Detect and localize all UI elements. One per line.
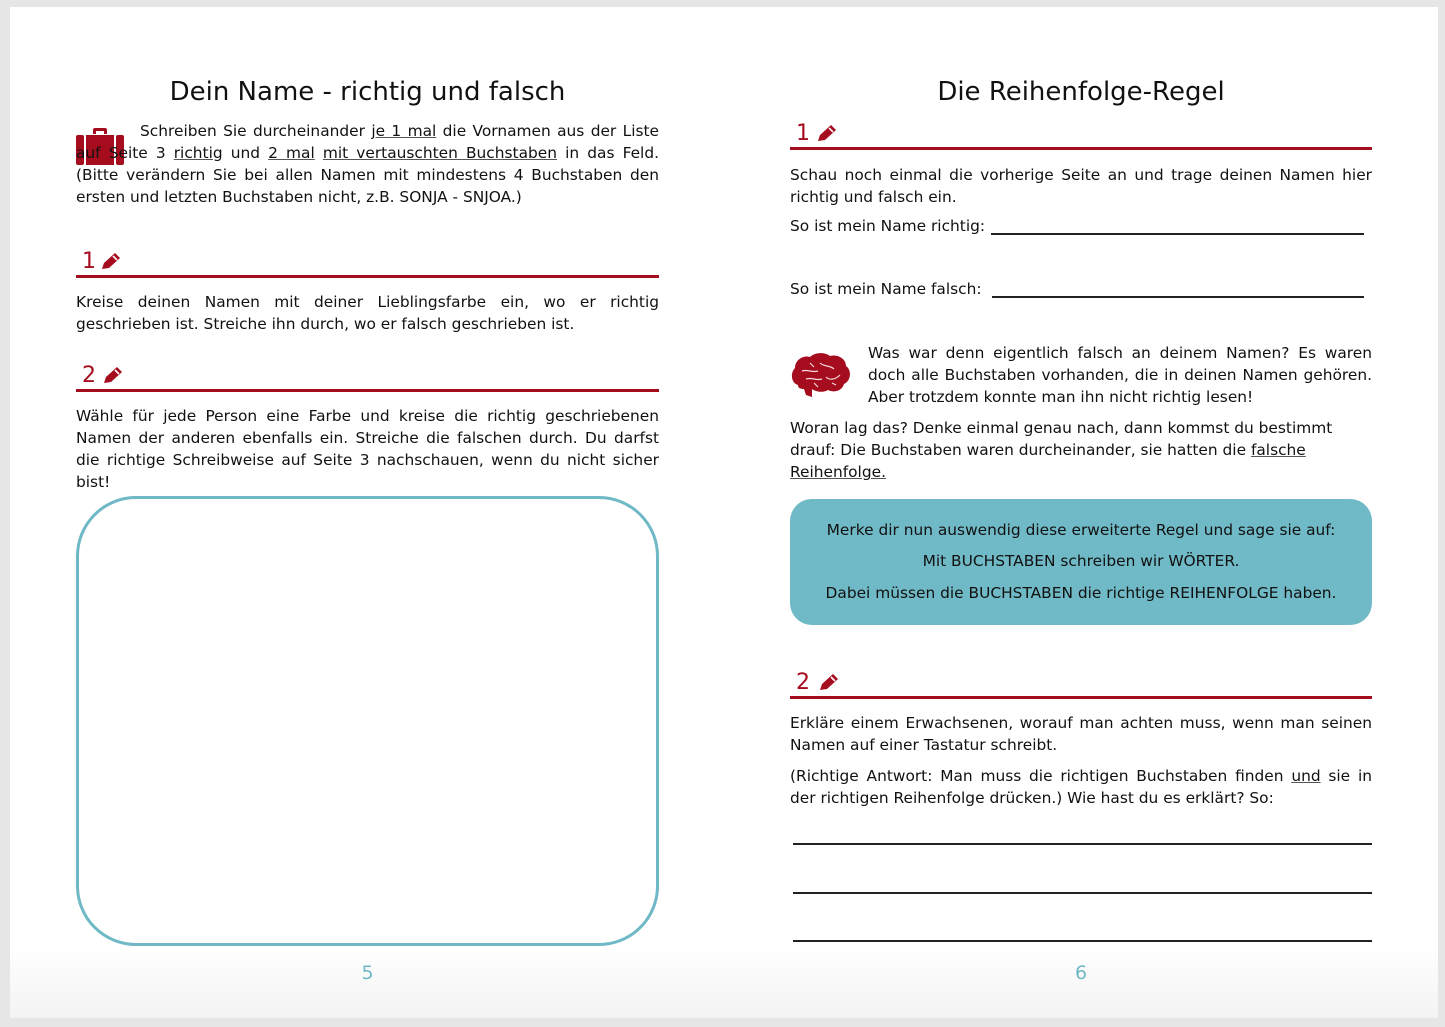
section-number: 1 bbox=[796, 121, 810, 146]
section-1-header bbox=[790, 115, 1372, 150]
page-title: Die Reihenfolge-Regel bbox=[937, 77, 1225, 107]
answer-line-3[interactable] bbox=[793, 940, 1372, 942]
teacher-instruction bbox=[76, 120, 659, 208]
instruction-text: Schreiben Sie durcheinander je 1 mal die Vornamen aus der Liste auf Seite 3 richtig und 2 mal mit vertauschten Buchstaben in das Feld. (Bitte verändern Sie bei allen Namen mit mindestens 4 Buchstaben den ersten und letzten Buchstaben nicht, z.B. SONJA - SNJOA.) bbox=[76, 122, 659, 206]
fill-label: So ist mein Name falsch: bbox=[790, 280, 982, 298]
section-2-header bbox=[76, 357, 659, 392]
section-number: 2 bbox=[796, 670, 810, 695]
followup-text: Woran lag das? Denke einmal genau nach, dann kommst du bestimmt drauf: Die Buchstaben waren durcheinander, sie hatten die falsche Reihenfolge. bbox=[790, 419, 1333, 481]
section-number: 2 bbox=[82, 363, 96, 388]
drawing-field[interactable] bbox=[76, 496, 659, 946]
document-spread bbox=[10, 7, 1438, 1018]
answer-hint: (Richtige Antwort: Man muss die richtigen Buchstaben finden und sie in der richtigen Reihenfolge drücken.) Wie hast du es erklärt? So: bbox=[790, 767, 1372, 807]
pencil-icon bbox=[102, 365, 124, 385]
rule-line-3: Dabei müssen die BUCHSTABEN die richtige REIHENFOLGE haben. bbox=[825, 583, 1337, 602]
brain-icon bbox=[790, 351, 852, 401]
pencil-icon bbox=[100, 251, 122, 271]
section-1-text: Kreise deinen Namen mit deiner Lieblingsfarbe ein, wo er richtig geschrieben ist. Streiche ihn durch, wo er falsch geschrieben ist. bbox=[76, 293, 659, 333]
page-number: 5 bbox=[361, 962, 374, 984]
rule-box bbox=[790, 499, 1372, 625]
fill-name-correct bbox=[790, 217, 1368, 235]
name-correct-input-line[interactable] bbox=[991, 217, 1364, 235]
answer-line-2[interactable] bbox=[793, 892, 1372, 894]
section-1-text: Schau noch einmal die vorherige Seite an und trage deinen Namen hier richtig und falsch ein. bbox=[790, 166, 1372, 206]
section-number: 1 bbox=[82, 249, 96, 274]
page-6 bbox=[790, 7, 1372, 1018]
page-title: Dein Name - richtig und falsch bbox=[169, 77, 566, 107]
page-5 bbox=[76, 7, 659, 1018]
section-2-text: Wähle für jede Person eine Farbe und kreise die richtig geschriebenen Namen der anderen ebenfalls ein. Streiche die falschen durch. Du darfst die richtige Schreibweise auf Seite 3 nachschauen, wenn du nicht sicher bist! bbox=[76, 407, 659, 491]
section-2-text: Erkläre einem Erwachsenen, worauf man achten muss, wenn man seinen Namen auf einer Tastatur schreibt. bbox=[790, 714, 1372, 754]
pencil-icon bbox=[816, 123, 838, 143]
name-wrong-input-line[interactable] bbox=[992, 280, 1364, 298]
page-number: 6 bbox=[1074, 962, 1088, 984]
answer-line-1[interactable] bbox=[793, 843, 1372, 845]
fill-name-wrong bbox=[790, 280, 1368, 298]
rule-line-2: Mit BUCHSTABEN schreiben wir WÖRTER. bbox=[922, 552, 1240, 571]
rule-line-1: Merke dir nun auswendig diese erweiterte Regel und sage sie auf: bbox=[826, 520, 1336, 539]
section-1-header bbox=[76, 243, 659, 278]
fill-label: So ist mein Name richtig: bbox=[790, 217, 986, 235]
pencil-icon bbox=[818, 672, 840, 692]
section-2-header bbox=[790, 664, 1372, 699]
brain-text: Was war denn eigentlich falsch an deinem Namen? Es waren doch alle Buchstaben vorhanden, die in deinen Namen gehören. Aber trotzdem konnte man ihn nicht richtig lesen! bbox=[868, 344, 1372, 406]
